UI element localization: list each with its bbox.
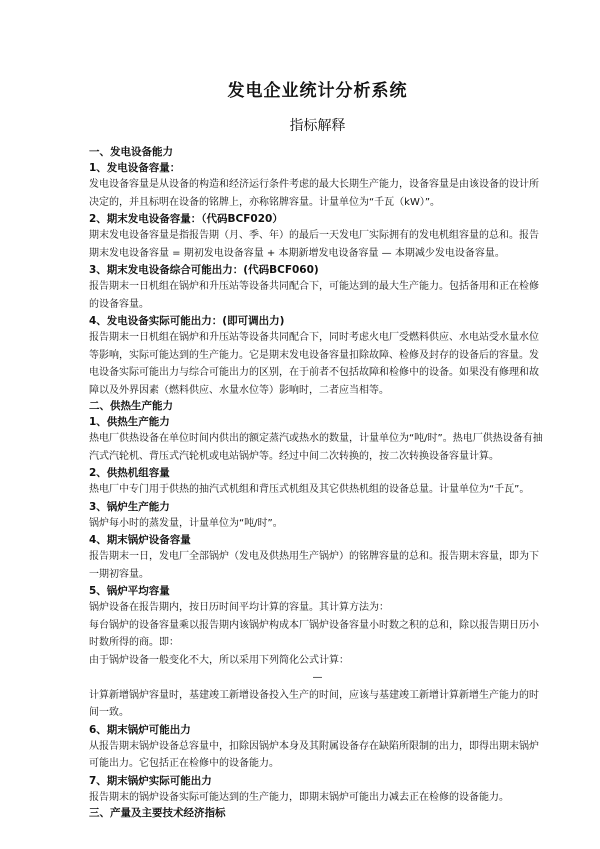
paragraph: 计算新增锅炉容量时，基建竣工新增设备投入生产的时间，应该与基建竣工新增计算新增生产能力的时间一致。 [89,689,539,718]
section-heading: 一、发电设备能力 [89,146,173,158]
formula-dash: — [312,672,323,683]
item-heading: 5、锅炉平均容量 [89,585,170,597]
item-heading: 1、供热生产能力 [89,416,170,428]
paragraph: 每台锅炉的设备容量乘以报告期内该锅炉构成本厂锅炉设备容量小时数之积的总和，除以报告期日历小时数所得的商。即： [89,619,539,648]
item-heading: 6、期末锅炉可能出力 [89,723,191,736]
paragraph: 从报告期末锅炉设备总容量中，扣除因锅炉本身及其附属设备存在缺陷所限制的出力，即得出期末锅炉可能出力。它包括正在检修中的设备能力。 [89,740,539,769]
page-subtitle: 指标解释 [289,118,346,134]
item-heading: 3、锅炉生产能力 [89,500,170,513]
paragraph: 报告期末的锅炉设备实际可能达到的生产能力，即期末锅炉可能出力减去正在检修的设备能力。 [89,791,509,803]
paragraph: 期末发电设备容量是指报告期（月、季、年）的最后一天发电厂实际拥有的发电机组容量的总和。报告期末发电设备容量 = 期初发电设备容量 + 本期新增发电设备容量 — 本期减少发电设备容量。 [89,230,539,259]
paragraph: 发电设备容量是从设备的构造和经济运行条件考虑的最大长期生产能力，设备容量是由该设备的设计所决定的，并且标明在设备的铭牌上，亦称铭牌容量。计量单位为“千瓦（kW）”。 [89,179,539,208]
item-heading: 2、供热机组容量 [89,467,170,479]
paragraph: 热电厂供热设备在单位时间内供出的额定蒸汽或热水的数量，计量单位为“吨/时”。热电厂供热设备有抽汽式汽轮机、背压式汽轮机或电站锅炉等。经过中间二次转换的，按二次转换设备容量计算。 [89,433,543,462]
item-heading: 4、期末锅炉设备容量 [89,534,191,546]
paragraph: 锅炉每小时的蒸发量，计量单位为“吨/时”。 [89,517,283,529]
paragraph: 报告期末一日机组在锅炉和升压站等设备共同配合下，可能达到的最大生产能力。包括备用和正在检修的设备容量。 [89,281,539,310]
item-heading: 2、期末发电设备容量：（代码BCF020） [89,213,283,225]
section-heading: 二、供热生产能力 [89,400,173,412]
paragraph: 由于锅炉设备一般变化不大，所以采用下列简化公式计算： [89,654,349,666]
item-heading: 7、期末锅炉实际可能出力 [89,774,212,787]
item-heading: 3、期末发电设备综合可能出力：(代码BCF060) [89,264,319,276]
paragraph: 锅炉设备在报告期内，按日历时间平均计算的容量。其计算方法为： [89,602,389,613]
page-title: 发电企业统计分析系统 [227,81,408,101]
paragraph: 热电厂中专门用于供热的抽汽式机组和背压式机组及其它供热机组的设备总量。计量单位为“千瓦”。 [89,484,530,495]
paragraph: 报告期末一日，发电厂全部锅炉（发电及供热用生产锅炉）的铭牌容量的总和。报告期末容量，即为下一期初容量。 [89,551,539,580]
item-heading: 4、发电设备实际可能出力：(即可调出力) [89,315,285,327]
item-heading: 1、发电设备容量： [89,162,181,174]
section-heading: 三、产量及主要技术经济指标 [89,807,226,819]
paragraph: 报告期末一日机组在锅炉和升压站等设备共同配合下，同时考虑火电厂受燃料供应、水电站受水量水位等影响，实际可能达到的生产能力。它是期末发电设备容量扣除故障、检修及封存的设备后的容量。发电设备实际可能出力与综合可能出力的区别，在于前者不包括故障和检修中的设备。如果没有修理和故障以及外界因素（燃料供应、水量水位等）影响时，二者应当相等。 [89,332,539,396]
